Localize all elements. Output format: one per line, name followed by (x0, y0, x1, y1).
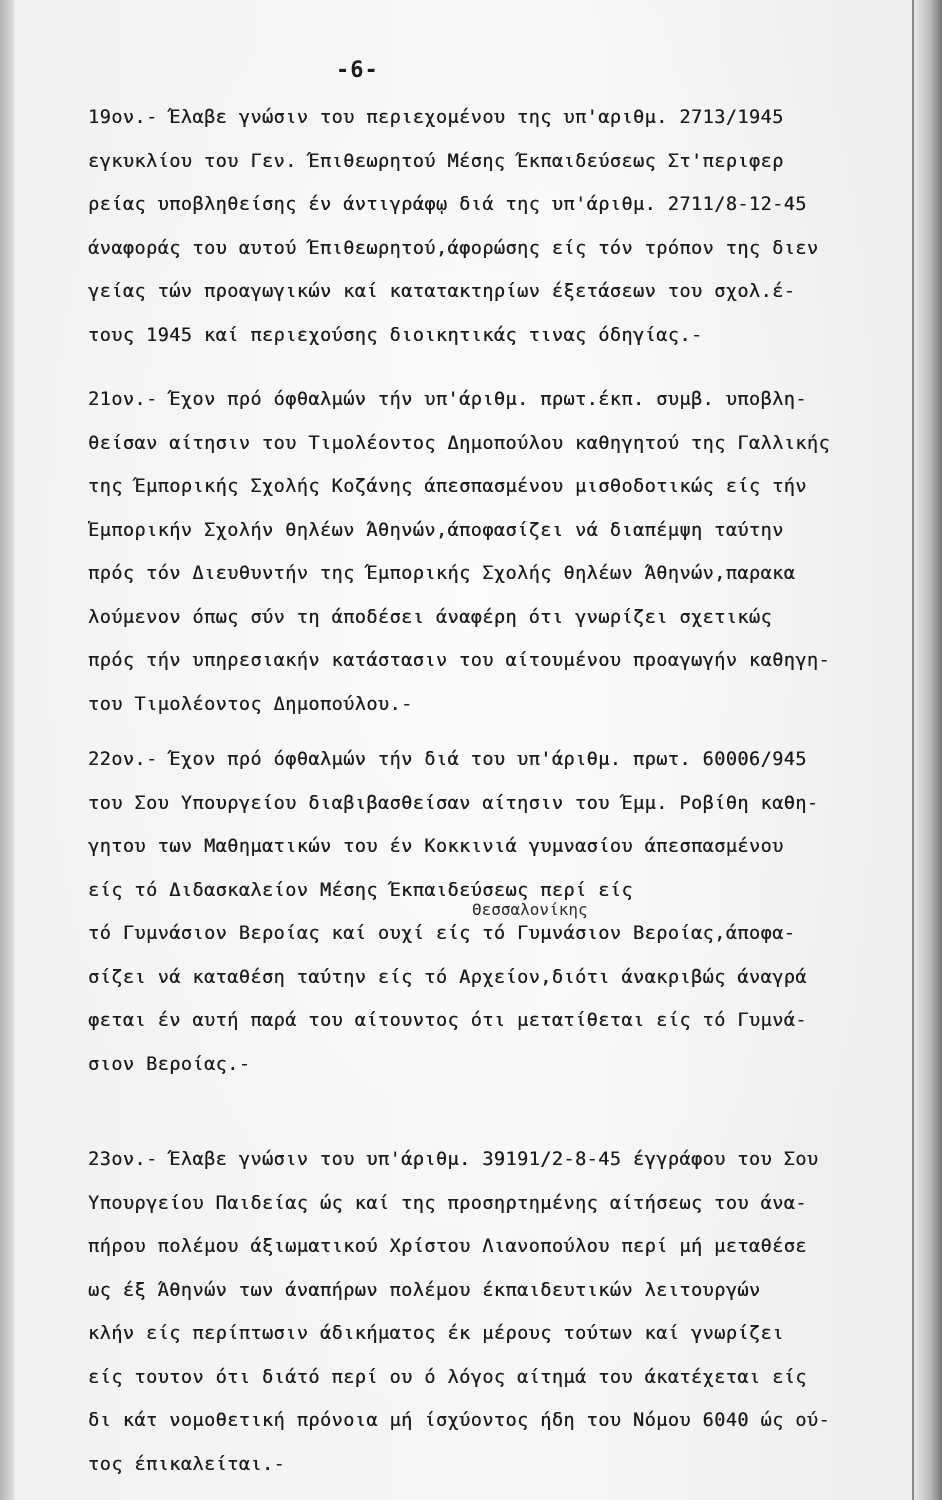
text-line: τους 1945 καί περιεχούσης διοικητικάς τινας όδηγίας.- (88, 324, 703, 346)
text-line: Υπουργείου Παιδείας ώς καί της προσηρτημένης αίτήσεως του άνα- (88, 1192, 807, 1214)
page-number: -6- (336, 58, 379, 83)
text-line: τος έπικαλείται.- (88, 1453, 286, 1475)
text-line: της Έμπορικής Σχολής Κοζάνης άπεσπασμένου μισθοδοτικώς είς τήν (88, 476, 807, 497)
text-line: είς τουτον ότι διάτό περί ου ό λόγος αίτημά του άκατέχεται είς (88, 1366, 807, 1388)
text-line: ως έξ Άθηνών των άναπήρων πολέμου έκπαιδευτικών λειτουργών (88, 1279, 761, 1301)
text-line: τό Γυμνάσιον Βεροίας καί ουχί είς τό Γυμνάσιον Βεροίας,άποφα- (88, 923, 796, 944)
text-line: 21ον.- Έχον πρό όφθαλμών τήν υπ'άριθμ. πρωτ.έκπ. συμβ. υποβλη- (88, 389, 807, 410)
text-line: είς τό Διδασκαλείον Μέσης Έκπαιδεύσεως περί είς (88, 879, 633, 901)
text-line: δι κάτ νομοθετική πρόνοια μή ίσχύοντος ήδη του Νόμου 6040 ώς ού- (88, 1410, 831, 1431)
paragraph-19 (88, 96, 908, 357)
text-line: 22ον.- Έχον πρό όφθαλμών τήν διά του υπ'άριθμ. πρωτ. 60006/945 (88, 749, 807, 770)
paragraph-21 (88, 378, 908, 726)
text-line: του Σου Υπουργείου διαβιβασθείσαν αίτησιν του Έμμ. Ροβίθη καθη- (88, 792, 819, 814)
text-line: 19ον.- Έλαβε γνώσιν του περιεχομένου της υπ'αριθμ. 2713/1945 (88, 107, 784, 128)
text-line: του Τιμολέοντος Δημοπούλου.- (88, 693, 413, 715)
text-line: πρός τήν υπηρεσιακήν κατάστασιν του αίτουμένου προαγωγήν καθηγη- (88, 650, 831, 671)
paragraph-23 (88, 1138, 908, 1486)
text-line: φεται έν αυτή παρά του αίτουντος ότι μετατίθεται είς τό Γυμνά- (88, 1010, 807, 1031)
text-line: πρός τόν Διευθυντήν της Έμπορικής Σχολής θηλέων Άθηνών,παρακα (88, 563, 796, 584)
text-line: σιον Βεροίας.- (88, 1053, 251, 1075)
interlinear-correction: Θεσσαλονίκης (472, 900, 588, 919)
binding-edge (0, 0, 14, 1500)
text-line: γητου των Μαθηματικών του έν Κοκκινιά γυμνασίου άπεσπασμένου (88, 836, 784, 857)
text-line: σίζει νά καταθέση ταύτην είς τό Αρχείον,διότι άνακριβώς άναγρά (88, 966, 807, 988)
text-line: κλήν είς περίπτωσιν άδικήματος έκ μέρους τούτων καί γνωρίζει (88, 1323, 784, 1344)
text-line: Έμπορικήν Σχολήν θηλέων Άθηνών,άποφασίζει νά διαπέμψη ταύτην (88, 519, 784, 541)
text-line: θείσαν αίτησιν του Τιμολέοντος Δημοπούλου καθηγητού της Γαλλικής (88, 432, 831, 454)
text-line: άναφοράς του αυτού Έπιθεωρητού,άφορώσης είς τόν τρόπον της διεν (88, 237, 819, 259)
text-line: γείας τών προαγωγικών καί κατατακτηρίων έξετάσεων του σχολ.έ- (88, 281, 796, 302)
text-line: λούμενον όπως σύν τη άποδέσει άναφέρη ότι γνωρίζει σχετικώς (88, 606, 773, 628)
text-line: ρείας υποβληθείσης έν άντιγράφῳ διά της υπ'άριθμ. 2711/8-12-45 (88, 194, 807, 215)
text-line: πήρου πολέμου άξιωματικού Χρίστου Λιανοπούλου περί μή μεταθέσε (88, 1236, 807, 1257)
page-edge-shadow (912, 0, 942, 1500)
text-line: 23ον.- Έλαβε γνώσιν του υπ'άριθμ. 39191/2-8-45 έγγράφου του Σου (88, 1149, 819, 1170)
text-line: εγκυκλίου του Γεν. Έπιθεωρητού Μέσης Έκπαιδεύσεως Στ'περιφερ (88, 150, 784, 172)
